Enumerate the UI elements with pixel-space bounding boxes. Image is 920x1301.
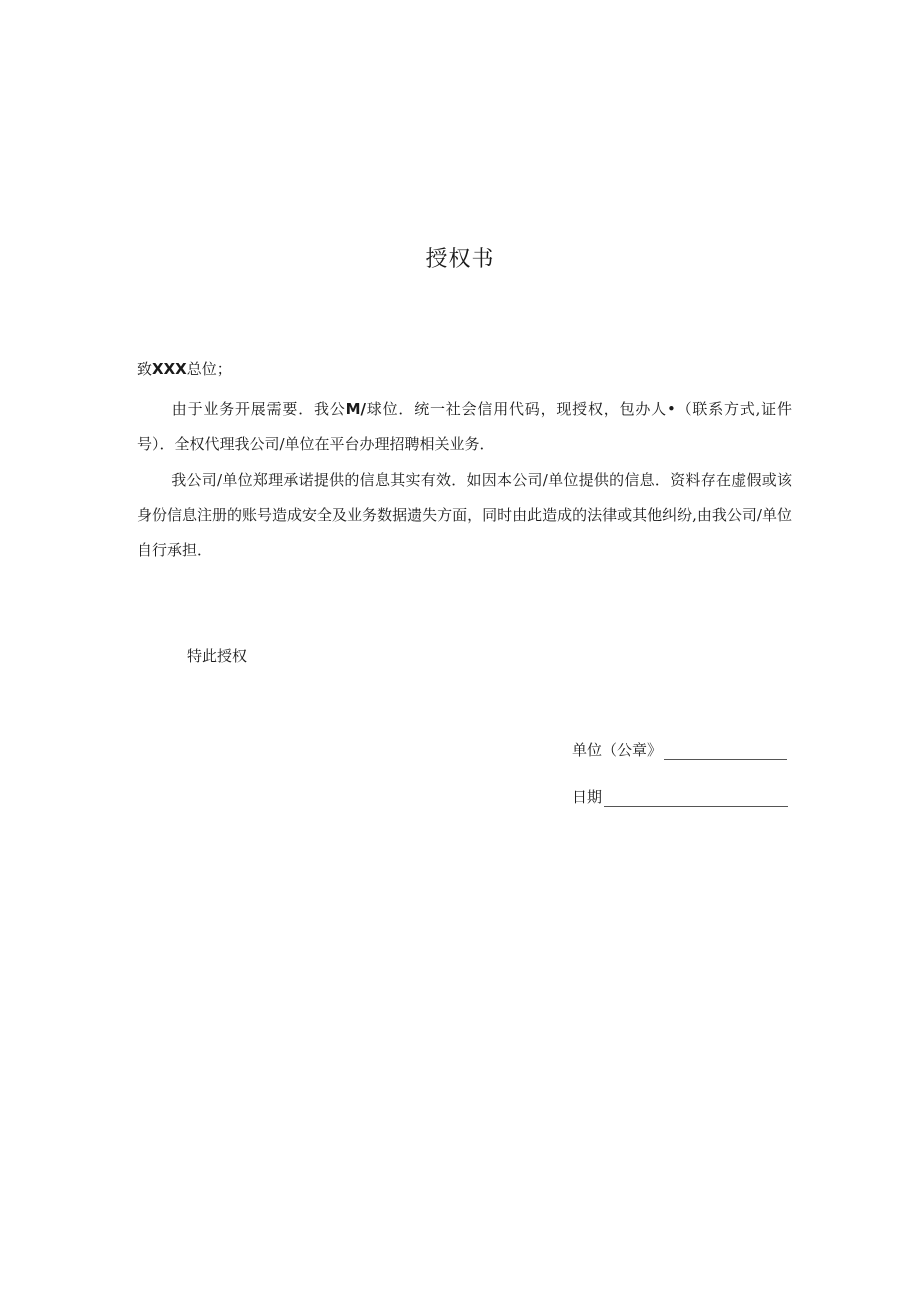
paragraph1-bold-text: M/ xyxy=(345,400,366,418)
salutation-prefix: 致 xyxy=(137,360,153,378)
paragraph1-text-start: 由于业务开展需要．我公 xyxy=(171,400,346,418)
signature-row xyxy=(572,739,787,760)
document-title: 授权书 xyxy=(425,247,495,272)
salutation-suffix: 总位； xyxy=(186,360,232,378)
signature-line xyxy=(664,745,787,760)
date-line xyxy=(604,792,788,807)
salutation-name: XXX xyxy=(152,360,187,378)
signature-label: 单位（公章》 xyxy=(572,741,663,759)
commitment-paragraph xyxy=(137,463,792,568)
closing-statement: 特此授权 xyxy=(187,647,248,665)
paragraph2-text: 我公司/单位郑理承诺提供的信息其实有效．如因本公司/单位提供的信息．资料存在虚假或该身份信息注册的账号造成安全及业务数据遗失方面，同时由此造成的法律或其他纠纷,由我公司/单位自行承担． xyxy=(137,471,792,559)
authorization-paragraph xyxy=(137,392,792,462)
paragraph1-text-end: 球位．统一社会信用代码，现授权，包办人•（联系方式,证件号）．全权代理我公司/单位在平台办理招聘相关业务． xyxy=(137,400,792,453)
salutation xyxy=(137,358,232,379)
date-row xyxy=(572,786,788,807)
date-label: 日期 xyxy=(572,788,603,806)
